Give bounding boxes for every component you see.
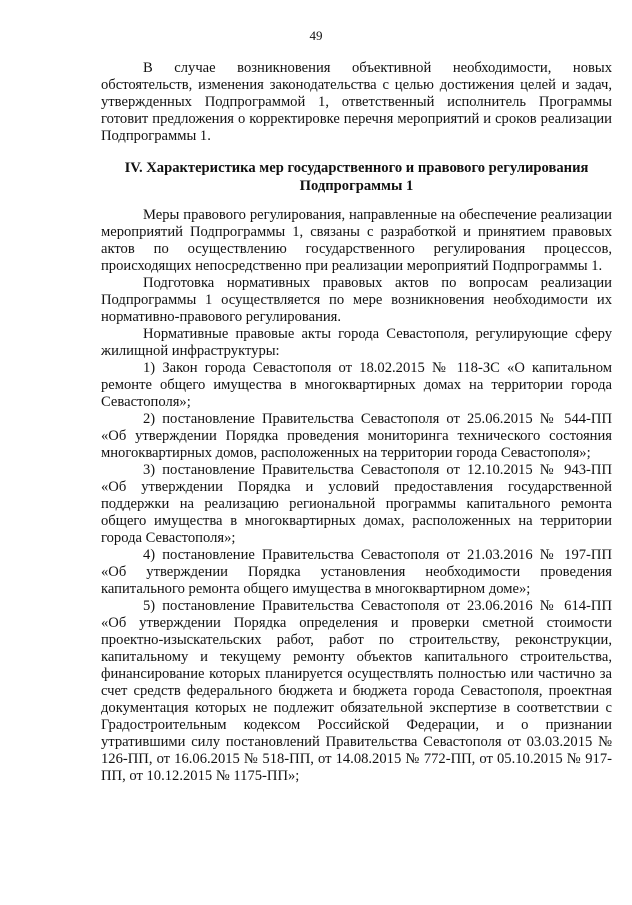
list-item: 3) постановление Правительства Севастополя от 12.10.2015 № 943-ПП «Об утверждении Порядка и условий предоставления государственной поддержки на реализацию региональной программы капитального ремонта общего имущества в многоквартирных домах, расположенных на территории города Севастополя»; (101, 462, 612, 546)
document-body (101, 60, 612, 785)
list-item: 1) Закон города Севастополя от 18.02.2015 № 118-ЗС «О капитальном ремонте общего имущества в многоквартирных домах на территории города Севастополя»; (101, 360, 612, 410)
section-heading: IV. Характеристика мер государственного и правового регулирования Подпрограммы 1 (124, 160, 589, 194)
list-item: 2) постановление Правительства Севастополя от 25.06.2015 № 544-ПП «Об утверждении Порядка проведения мониторинга технического состояния многоквартирных домов, расположенных на территории города Севастополя»; (101, 411, 612, 461)
body-paragraph: Меры правового регулирования, направленные на обеспечение реализации мероприятий Подпрограммы 1, связаны с разработкой и принятием правовых актов по осуществлению государственного регулирования процессов, происходящих непосредственно при реализации мероприятий Подпрограммы 1. (101, 207, 612, 274)
list-item: 5) постановление Правительства Севастополя от 23.06.2016 № 614-ПП «Об утверждении Порядка определения и проверки сметной стоимости проектно-изыскательских работ, работ по строительству, реконструкции, капитальному и текущему ремонту объектов капитального строительства, финансирование которых планируется осуществлять полностью или частично за счет средств федерального бюджета и бюджета города Севастополя, проектная документация которых не подлежит обязательной экспертизе в соответствии с Градостроительным кодексом Российской Федерации, и о признании утратившими силу постановлений Правительства Севастополя от 03.03.2015 № 126-ПП, от 16.06.2015 № 518-ПП, от 14.08.2015 № 772-ПП, от 05.10.2015 № 917-ПП, от 10.12.2015 № 1175-ПП»; (101, 598, 612, 784)
page-number: 49 (309, 28, 323, 43)
intro-paragraph: В случае возникновения объективной необходимости, новых обстоятельств, изменения законодательства с целью достижения целей и задач, утвержденных Подпрограммой 1, ответственный исполнитель Программы готовит предложения о корректировке перечня мероприятий и сроков реализации Подпрограммы 1. (101, 60, 612, 144)
body-paragraph: Нормативные правовые акты города Севастополя, регулирующие сферу жилищной инфраструктуры: (101, 326, 612, 359)
body-paragraph: Подготовка нормативных правовых актов по вопросам реализации Подпрограммы 1 осуществляется по мере возникновения необходимости их нормативно-правового регулирования. (101, 275, 612, 325)
list-item: 4) постановление Правительства Севастополя от 21.03.2016 № 197-ПП «Об утверждении Порядка установления необходимости проведения капитального ремонта общего имущества в многоквартирном доме»; (101, 547, 612, 597)
